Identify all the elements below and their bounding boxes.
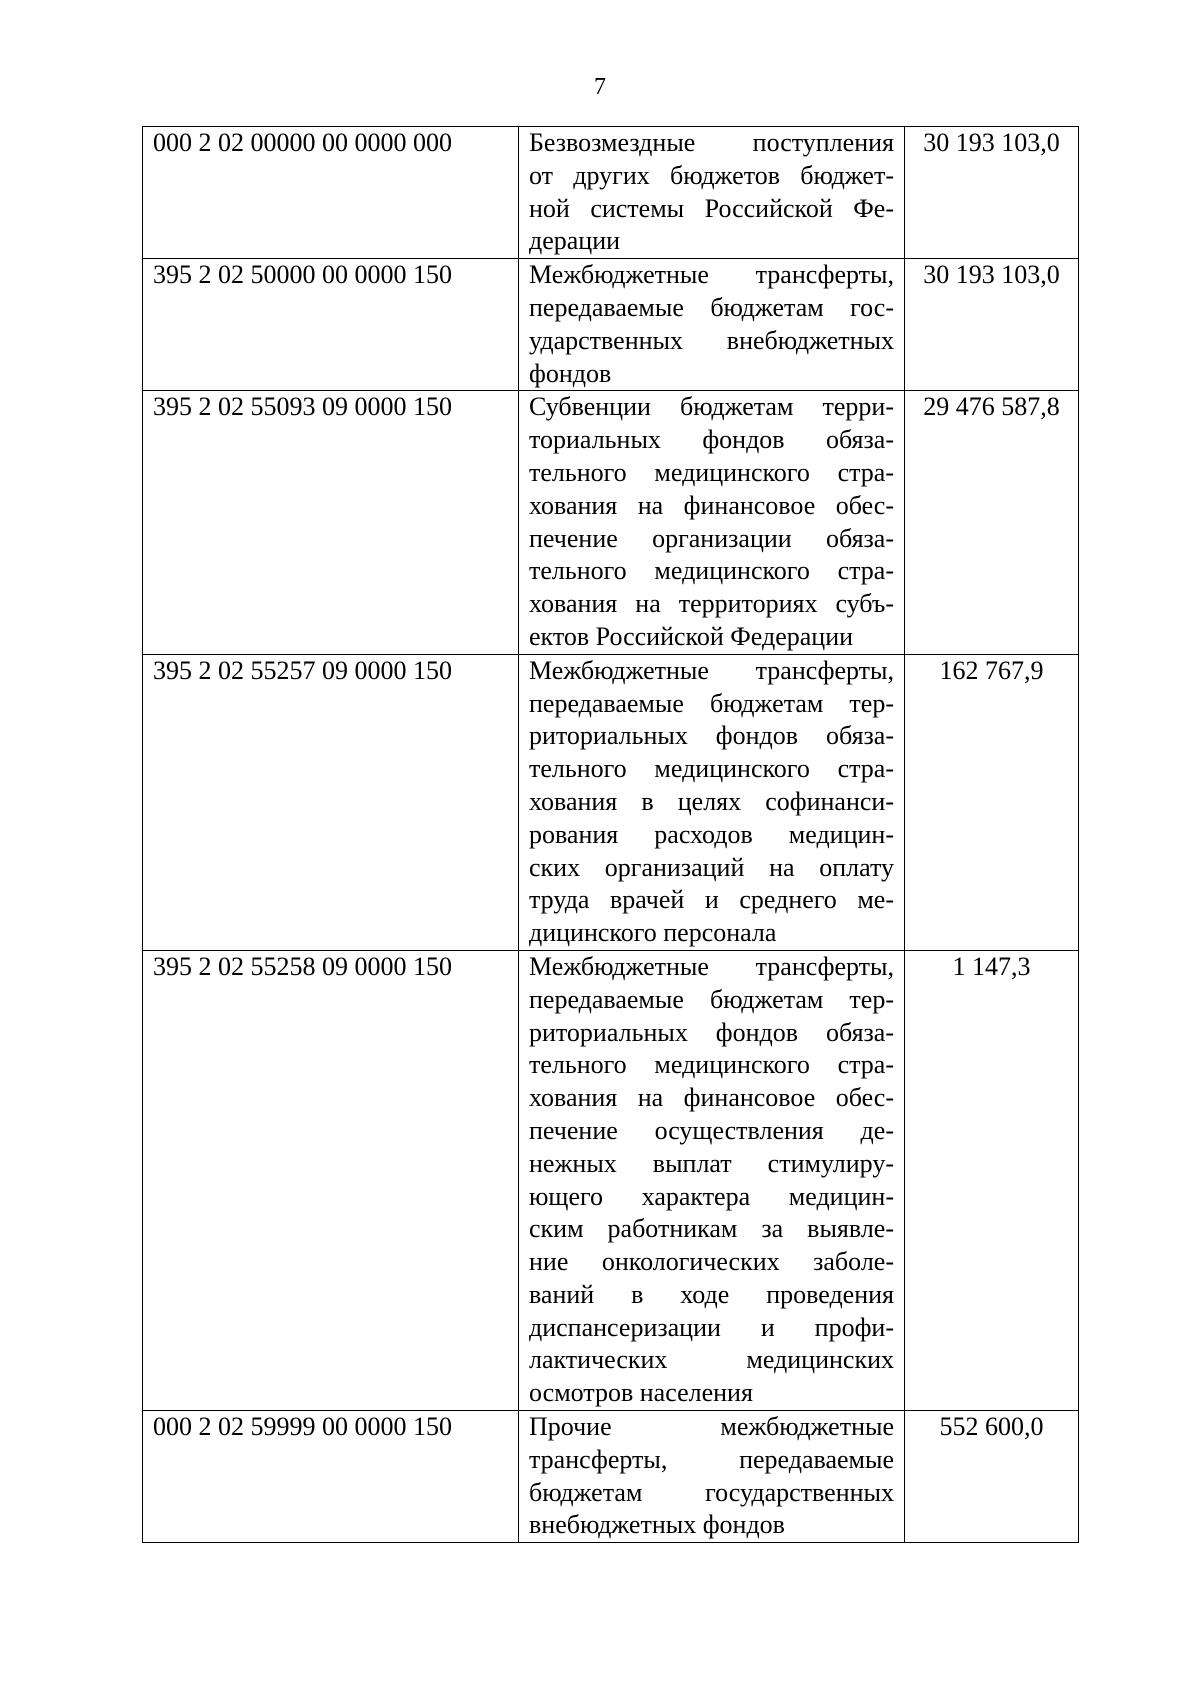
income-name-line: ной системы Российской Фе- [529,193,894,223]
budget-code-cell: 395 2 02 55258 09 0000 150 [143,950,519,1410]
amount-cell: 552 600,0 [905,1411,1079,1543]
income-name-cell [519,259,905,391]
income-name-line: Прочие межбюджетные [529,1412,894,1442]
income-name-line: ние онкологических заболе- [529,1247,894,1277]
income-name-line: хования на финансовое обес- [529,490,894,520]
budget-table [142,126,1079,1543]
budget-code-cell: 000 2 02 59999 00 0000 150 [143,1411,519,1543]
income-name-line: хования на территориях субъ- [529,589,894,619]
page-number: 7 [594,74,606,100]
income-name-line: ектов Российской Федерации [529,621,854,651]
income-name-line: ваний в ходе проведения [529,1279,894,1309]
income-name-line: риториальных фондов обяза- [529,1017,894,1047]
income-name-line: ударственных внебюджетных [529,325,894,355]
income-name-line: тельного медицинского стра- [529,754,894,784]
income-name-cell [519,654,905,950]
budget-code-cell: 000 2 02 00000 00 0000 000 [143,127,519,259]
amount-cell: 1 147,3 [905,950,1079,1410]
budget-code-cell: 395 2 02 55257 09 0000 150 [143,654,519,950]
amount-cell: 30 193 103,0 [905,259,1079,391]
income-name-line: риториальных фондов обяза- [529,721,894,751]
income-name-line: хования в целях софинанси- [529,786,894,816]
income-name-line: осмотров населения [529,1378,753,1408]
income-name-line: передаваемые бюджетам тер- [529,688,894,718]
income-name-line: тельного медицинского стра- [529,1050,894,1080]
income-name-line: труда врачей и среднего ме- [529,885,894,915]
income-name-line: фондов [529,358,612,388]
income-name-line: рования расходов медицин- [529,819,894,849]
table-row [143,391,1079,654]
income-name-cell [519,127,905,259]
income-name-line: Межбюджетные трансферты, [529,655,894,685]
table-row [143,950,1079,1410]
income-name-line: хования на финансовое обес- [529,1083,894,1113]
income-name-line: бюджетам государственных [529,1477,894,1507]
budget-code-cell: 395 2 02 50000 00 0000 150 [143,259,519,391]
income-name-line: ющего характера медицин- [529,1181,894,1211]
income-name-line: тельного медицинского стра- [529,556,894,586]
income-name-cell [519,391,905,654]
amount-cell: 162 767,9 [905,654,1079,950]
income-name-line: нежных выплат стимулиру- [529,1148,894,1178]
table-row [143,1411,1079,1543]
income-name-line: дерации [529,226,621,256]
income-name-cell [519,1411,905,1543]
table-row [143,259,1079,391]
budget-table-body [143,127,1079,1543]
income-name-line: внебюджетных фондов [529,1510,785,1540]
income-name-line: ториальных фондов обяза- [529,425,894,455]
income-name-line: ских организаций на оплату [529,852,894,882]
income-name-line: лактических медицинских [529,1345,894,1375]
income-name-line: печение организации обяза- [529,523,894,553]
income-name-line: от других бюджетов бюджет- [529,160,894,190]
income-name-line: печение осуществления де- [529,1115,894,1145]
income-name-line: диспансеризации и профи- [529,1312,894,1342]
income-name-line: Межбюджетные трансферты, [529,951,894,981]
amount-cell: 30 193 103,0 [905,127,1079,259]
income-name-line: трансферты, передаваемые [529,1444,894,1474]
income-name-line: передаваемые бюджетам тер- [529,984,894,1014]
income-name-cell [519,950,905,1410]
income-name-line: тельного медицинского стра- [529,457,894,487]
income-name-line: дицинского персонала [529,918,777,948]
income-name-line: Безвозмездные поступления [529,128,894,157]
amount-cell: 29 476 587,8 [905,391,1079,654]
budget-code-cell: 395 2 02 55093 09 0000 150 [143,391,519,654]
table-row [143,654,1079,950]
table-row [143,127,1079,259]
income-name-line: ским работникам за выявле- [529,1214,894,1244]
income-name-line: передаваемые бюджетам гос- [529,292,894,322]
income-name-line: Субвенции бюджетам терри- [529,392,894,422]
income-name-line: Межбюджетные трансферты, [529,260,894,290]
